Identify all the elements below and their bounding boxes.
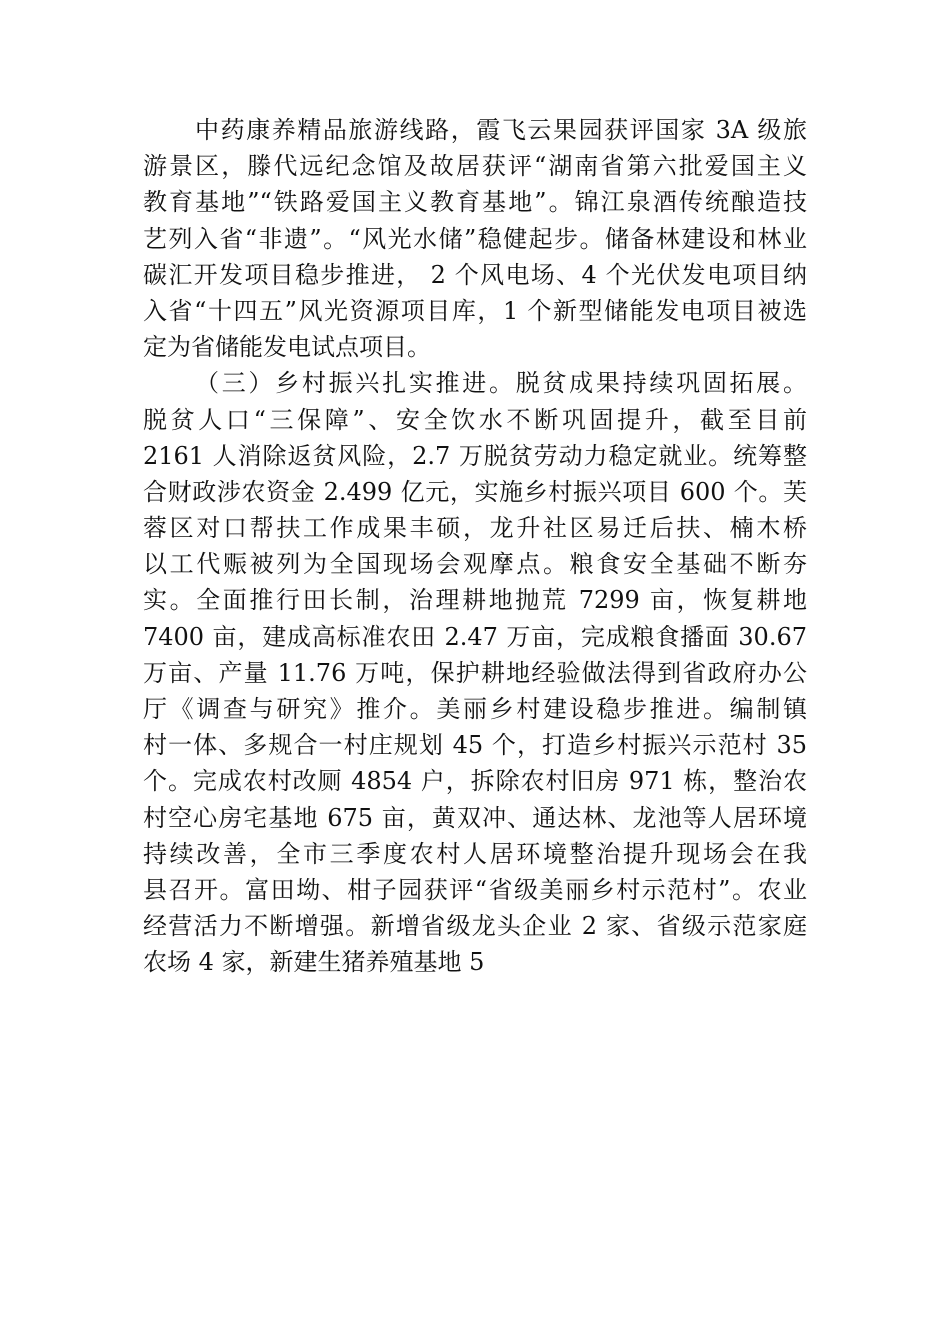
text-line: 脱贫人口“三保障”、安全饮水不断巩固提升，截至目前 xyxy=(143,405,807,434)
text-line: 7400 亩，建成高标准农田 2.47 万亩，完成粮食播面 30.67 xyxy=(143,622,807,651)
text-line: 合财政涉农资金 2.499 亿元，实施乡村振兴项目 600 个。芙 xyxy=(143,477,807,506)
text-line: 中药康养精品旅游线路，霞飞云果园获评国家 3A 级旅 xyxy=(195,116,807,144)
text-line: 持续改善，全市三季度农村人居环境整治提升现场会在我 xyxy=(143,839,807,868)
text-line: 碳汇开发项目稳步推进， 2 个风电场、4 个光伏发电项目纳 xyxy=(143,260,807,289)
text-line: 万亩、产量 11.76 万吨，保护耕地经验做法得到省政府办公 xyxy=(143,658,807,687)
text-line: 经营活力不断增强。新增省级龙头企业 2 家、省级示范家庭 xyxy=(143,912,807,941)
text-line: 定为省储能发电试点项目。 xyxy=(143,333,431,362)
text-line: 艺列入省“非遗”。“风光水储”稳健起步。储备林建设和林业 xyxy=(143,224,807,253)
text-line: 村空心房宅基地 675 亩，黄双冲、通达林、龙池等人居环境 xyxy=(143,803,807,832)
text-line: 县召开。富田坳、柑子园获评“省级美丽乡村示范村”。农业 xyxy=(143,875,807,904)
document-body xyxy=(143,112,807,981)
text-line: 农场 4 家，新建生猪养殖基地 5 xyxy=(143,948,485,977)
text-line: 厅《调查与研究》推介。美丽乡村建设稳步推进。编制镇 xyxy=(143,695,807,723)
text-line: 教育基地”“铁路爱国主义教育基地”。锦江泉酒传统酿造技 xyxy=(143,188,807,217)
text-line: 2161 人消除返贫风险，2.7 万脱贫劳动力稳定就业。统筹整 xyxy=(143,441,807,470)
text-line: 游景区，滕代远纪念馆及故居获评“湖南省第六批爱国主义 xyxy=(143,152,807,181)
text-line: 实。全面推行田长制，治理耕地抛荒 7299 亩，恢复耕地 xyxy=(143,586,807,615)
text-line: 入省“十四五”风光资源项目库，1 个新型储能发电项目被选 xyxy=(143,296,807,325)
text-line: 蓉区对口帮扶工作成果丰硕，龙升社区易迁后扶、楠木桥 xyxy=(143,514,807,543)
text-line: 以工代赈被列为全国现场会观摩点。粮食安全基础不断夯 xyxy=(143,550,807,579)
text-line: 村一体、多规合一村庄规划 45 个，打造乡村振兴示范村 35 xyxy=(143,731,807,760)
text-line: （三）乡村振兴扎实推进。脱贫成果持续巩固拓展。 xyxy=(195,369,807,398)
text-line: 个。完成农村改厕 4854 户，拆除农村旧房 971 栋，整治农 xyxy=(143,767,807,796)
